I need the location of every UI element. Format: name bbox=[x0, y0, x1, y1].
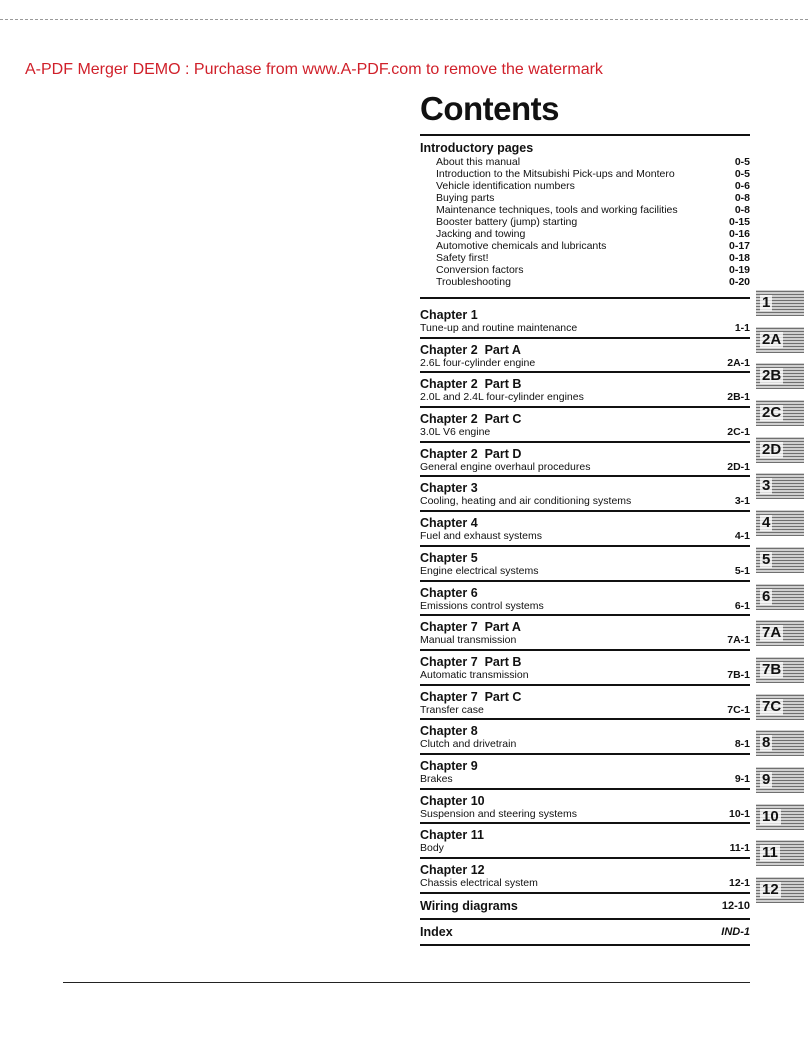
intro-item-page: 0-5 bbox=[734, 168, 750, 180]
chapter-row bbox=[420, 461, 750, 474]
thumb-tab[interactable] bbox=[756, 767, 804, 793]
intro-item-page: 0-17 bbox=[728, 240, 750, 252]
wiring-page: 12-10 bbox=[721, 899, 750, 912]
chapter-page: 5-1 bbox=[734, 564, 750, 577]
watermark-text: A-PDF Merger DEMO : Purchase from www.A-PDF.com to remove the watermark bbox=[25, 61, 603, 78]
intro-item[interactable] bbox=[420, 168, 750, 180]
thumb-tab[interactable] bbox=[756, 877, 804, 903]
chapter-page: 10-1 bbox=[728, 807, 750, 820]
chapter-page: 7C-1 bbox=[727, 703, 750, 716]
chapter-description: Fuel and exhaust systems bbox=[420, 530, 542, 543]
chapter-row bbox=[420, 600, 750, 613]
thumb-tab-label: 11 bbox=[762, 844, 778, 862]
chapter-entry[interactable] bbox=[420, 582, 750, 617]
chapter-heading: Chapter 11 bbox=[420, 828, 484, 843]
table-of-contents bbox=[420, 134, 750, 946]
chapter-row bbox=[420, 842, 750, 855]
chapter-page: 4-1 bbox=[734, 530, 750, 543]
chapter-row bbox=[420, 808, 750, 821]
intro-item-label: Maintenance techniques, tools and working facilities bbox=[436, 204, 678, 216]
chapter-page: 3-1 bbox=[734, 495, 750, 508]
intro-item[interactable] bbox=[420, 216, 750, 228]
intro-item-page: 0-8 bbox=[734, 204, 750, 216]
thumb-tab-label: 7B bbox=[762, 660, 782, 678]
chapter-heading: Chapter 2 Part D bbox=[420, 446, 522, 461]
chapter-heading: Chapter 6 bbox=[420, 585, 478, 600]
chapter-entry[interactable] bbox=[420, 755, 750, 790]
intro-heading: Introductory pages bbox=[420, 141, 534, 155]
thumb-tab-label: 9 bbox=[762, 770, 771, 788]
chapter-list bbox=[420, 299, 750, 894]
thumb-tab[interactable] bbox=[756, 290, 804, 316]
chapter-row bbox=[420, 704, 750, 717]
chapter-description: 2.0L and 2.4L four-cylinder engines bbox=[420, 391, 584, 404]
chapter-row bbox=[420, 426, 750, 439]
chapter-row bbox=[420, 877, 750, 890]
chapter-heading: Chapter 2 Part C bbox=[420, 412, 522, 427]
chapter-row bbox=[420, 530, 750, 543]
intro-item-page: 0-18 bbox=[728, 252, 750, 264]
intro-list bbox=[420, 156, 750, 288]
chapter-description: Brakes bbox=[420, 772, 453, 785]
intro-item[interactable] bbox=[420, 204, 750, 216]
thumb-tab-label: 8 bbox=[762, 734, 771, 752]
chapter-row bbox=[420, 634, 750, 647]
thumb-tab[interactable] bbox=[756, 363, 804, 389]
thumb-tab-label: 7A bbox=[762, 624, 782, 642]
chapter-entry[interactable] bbox=[420, 512, 750, 547]
chapter-heading: Chapter 12 bbox=[420, 863, 485, 877]
chapter-row bbox=[420, 738, 750, 751]
chapter-row bbox=[420, 495, 750, 508]
chapter-description: Cooling, heating and air conditioning systems bbox=[420, 495, 632, 508]
chapter-heading: Chapter 2 Part B bbox=[420, 377, 522, 392]
chapter-row bbox=[420, 391, 750, 404]
chapter-entry[interactable] bbox=[420, 304, 750, 339]
thumb-tab-label: 2A bbox=[762, 330, 782, 348]
thumb-tab[interactable] bbox=[756, 730, 804, 756]
intro-item-page: 0-20 bbox=[728, 276, 750, 288]
intro-item[interactable] bbox=[420, 228, 750, 240]
chapter-page: 8-1 bbox=[734, 738, 750, 751]
thumb-tab-label: 5 bbox=[762, 550, 771, 568]
chapter-page: 2A-1 bbox=[727, 356, 750, 369]
chapter-description: Emissions control systems bbox=[420, 599, 544, 612]
chapter-heading: Chapter 5 bbox=[420, 550, 478, 565]
chapter-page: 12-1 bbox=[728, 877, 750, 889]
thumb-tab[interactable] bbox=[756, 547, 804, 573]
thumb-tab[interactable] bbox=[756, 473, 804, 499]
chapter-entry[interactable] bbox=[420, 373, 750, 408]
intro-item[interactable] bbox=[420, 264, 750, 276]
chapter-heading: Chapter 7 Part B bbox=[420, 654, 522, 669]
chapter-entry[interactable] bbox=[420, 408, 750, 443]
intro-item[interactable] bbox=[420, 192, 750, 204]
chapter-description: Suspension and steering systems bbox=[420, 807, 578, 820]
intro-section bbox=[420, 134, 750, 299]
thumb-tab-label: 2C bbox=[762, 404, 782, 422]
intro-item[interactable] bbox=[420, 252, 750, 264]
chapter-page: 2B-1 bbox=[727, 391, 750, 404]
chapter-page: 11-1 bbox=[729, 842, 750, 855]
intro-item-page: 0-15 bbox=[728, 216, 750, 228]
chapter-heading: Chapter 8 bbox=[420, 724, 478, 739]
index-label: Index bbox=[420, 924, 453, 939]
intro-item-label: Introduction to the Mitsubishi Pick-ups and Montero bbox=[436, 168, 675, 180]
bottom-rule bbox=[63, 982, 750, 983]
intro-item-label: About this manual bbox=[436, 156, 521, 168]
chapter-row bbox=[420, 565, 750, 578]
chapter-entry[interactable] bbox=[420, 790, 750, 825]
chapter-row bbox=[420, 322, 750, 335]
chapter-page: 1-1 bbox=[734, 322, 750, 334]
chapter-heading: Chapter 3 bbox=[420, 481, 478, 496]
thumb-tab[interactable] bbox=[756, 400, 804, 426]
chapter-entry[interactable] bbox=[420, 616, 750, 651]
thumb-tab-label: 3 bbox=[762, 477, 771, 495]
thumb-tab[interactable] bbox=[756, 804, 804, 830]
chapter-heading: Chapter 10 bbox=[420, 793, 485, 808]
intro-item-label: Safety first! bbox=[436, 252, 489, 264]
thumb-tab[interactable] bbox=[756, 584, 804, 610]
wiring-entry[interactable] bbox=[420, 894, 750, 920]
thumb-tab[interactable] bbox=[756, 510, 804, 536]
thumb-tab-label: 1 bbox=[762, 294, 771, 311]
thumb-tab[interactable] bbox=[756, 437, 804, 463]
thumb-tab-label: 4 bbox=[762, 514, 771, 532]
chapter-description: General engine overhaul procedures bbox=[420, 460, 591, 473]
chapter-description: Manual transmission bbox=[420, 634, 517, 647]
thumb-tab-label: 12 bbox=[762, 881, 779, 898]
thumb-tab-label: 2D bbox=[762, 440, 782, 458]
chapter-page: 7B-1 bbox=[727, 668, 750, 681]
thumb-tab-label: 10 bbox=[762, 807, 779, 825]
chapter-row bbox=[420, 357, 750, 370]
intro-item-label: Conversion factors bbox=[436, 264, 524, 276]
intro-item[interactable] bbox=[420, 276, 750, 288]
chapter-description: Tune-up and routine maintenance bbox=[420, 322, 578, 334]
wiring-label: Wiring diagrams bbox=[420, 898, 518, 913]
thumb-tab[interactable] bbox=[756, 657, 804, 683]
thumb-tab[interactable] bbox=[756, 840, 804, 866]
chapter-page: 9-1 bbox=[734, 772, 750, 785]
chapter-heading: Chapter 7 Part C bbox=[420, 689, 522, 704]
chapter-page: 2C-1 bbox=[727, 426, 750, 439]
chapter-entry[interactable] bbox=[420, 651, 750, 686]
page-title: Contents bbox=[420, 90, 559, 127]
chapter-entry[interactable] bbox=[420, 443, 750, 478]
thumb-tab-label: 6 bbox=[762, 587, 771, 605]
chapter-heading: Chapter 7 Part A bbox=[420, 620, 521, 635]
chapter-entry[interactable] bbox=[420, 720, 750, 755]
chapter-entry[interactable] bbox=[420, 339, 750, 374]
intro-item-label: Buying parts bbox=[436, 192, 495, 204]
intro-item[interactable] bbox=[420, 180, 750, 192]
intro-item-label: Troubleshooting bbox=[436, 276, 511, 288]
intro-item-page: 0-8 bbox=[734, 192, 750, 204]
chapter-entry[interactable] bbox=[420, 477, 750, 512]
chapter-heading: Chapter 2 Part A bbox=[420, 342, 521, 357]
chapter-description: Engine electrical systems bbox=[420, 564, 539, 577]
intro-item-label: Booster battery (jump) starting bbox=[436, 216, 578, 228]
chapter-description: Chassis electrical system bbox=[420, 877, 538, 889]
chapter-description: 2.6L four-cylinder engine bbox=[420, 356, 536, 369]
intro-item[interactable] bbox=[420, 240, 750, 252]
chapter-entry[interactable] bbox=[420, 547, 750, 582]
thumb-tab[interactable] bbox=[756, 327, 804, 353]
chapter-heading: Chapter 4 bbox=[420, 516, 478, 531]
index-page: IND-1 bbox=[721, 925, 750, 938]
intro-item-page: 0-5 bbox=[734, 156, 750, 168]
chapter-page: 7A-1 bbox=[727, 634, 750, 647]
thumb-tab[interactable] bbox=[756, 694, 804, 720]
intro-item-page: 0-6 bbox=[734, 180, 750, 192]
intro-item-label: Jacking and towing bbox=[436, 228, 526, 240]
chapter-heading: Chapter 9 bbox=[420, 758, 478, 773]
chapter-heading: Chapter 1 bbox=[420, 308, 478, 322]
thumb-tab-label: 2B bbox=[762, 367, 782, 385]
chapter-description: Body bbox=[420, 842, 444, 855]
chapter-description: Automatic transmission bbox=[420, 668, 529, 681]
chapter-page: 2D-1 bbox=[727, 460, 750, 473]
chapter-description: Clutch and drivetrain bbox=[420, 738, 517, 751]
intro-item-page: 0-19 bbox=[728, 264, 750, 276]
scan-top-edge bbox=[0, 19, 808, 20]
intro-item-label: Automotive chemicals and lubricants bbox=[436, 240, 607, 252]
chapter-entry[interactable] bbox=[420, 824, 750, 859]
chapter-description: 3.0L V6 engine bbox=[420, 426, 491, 439]
intro-item[interactable] bbox=[420, 156, 750, 168]
thumb-tab-label: 7C bbox=[762, 697, 782, 715]
chapter-page: 6-1 bbox=[734, 599, 750, 612]
index-entry[interactable] bbox=[420, 920, 750, 946]
chapter-entry[interactable] bbox=[420, 859, 750, 894]
intro-item-page: 0-16 bbox=[728, 228, 750, 240]
chapter-description: Transfer case bbox=[420, 703, 484, 716]
chapter-row bbox=[420, 773, 750, 786]
chapter-entry[interactable] bbox=[420, 686, 750, 721]
chapter-row bbox=[420, 669, 750, 682]
thumb-tab[interactable] bbox=[756, 620, 804, 646]
thumb-tabs bbox=[756, 290, 804, 914]
intro-item-label: Vehicle identification numbers bbox=[436, 180, 575, 192]
